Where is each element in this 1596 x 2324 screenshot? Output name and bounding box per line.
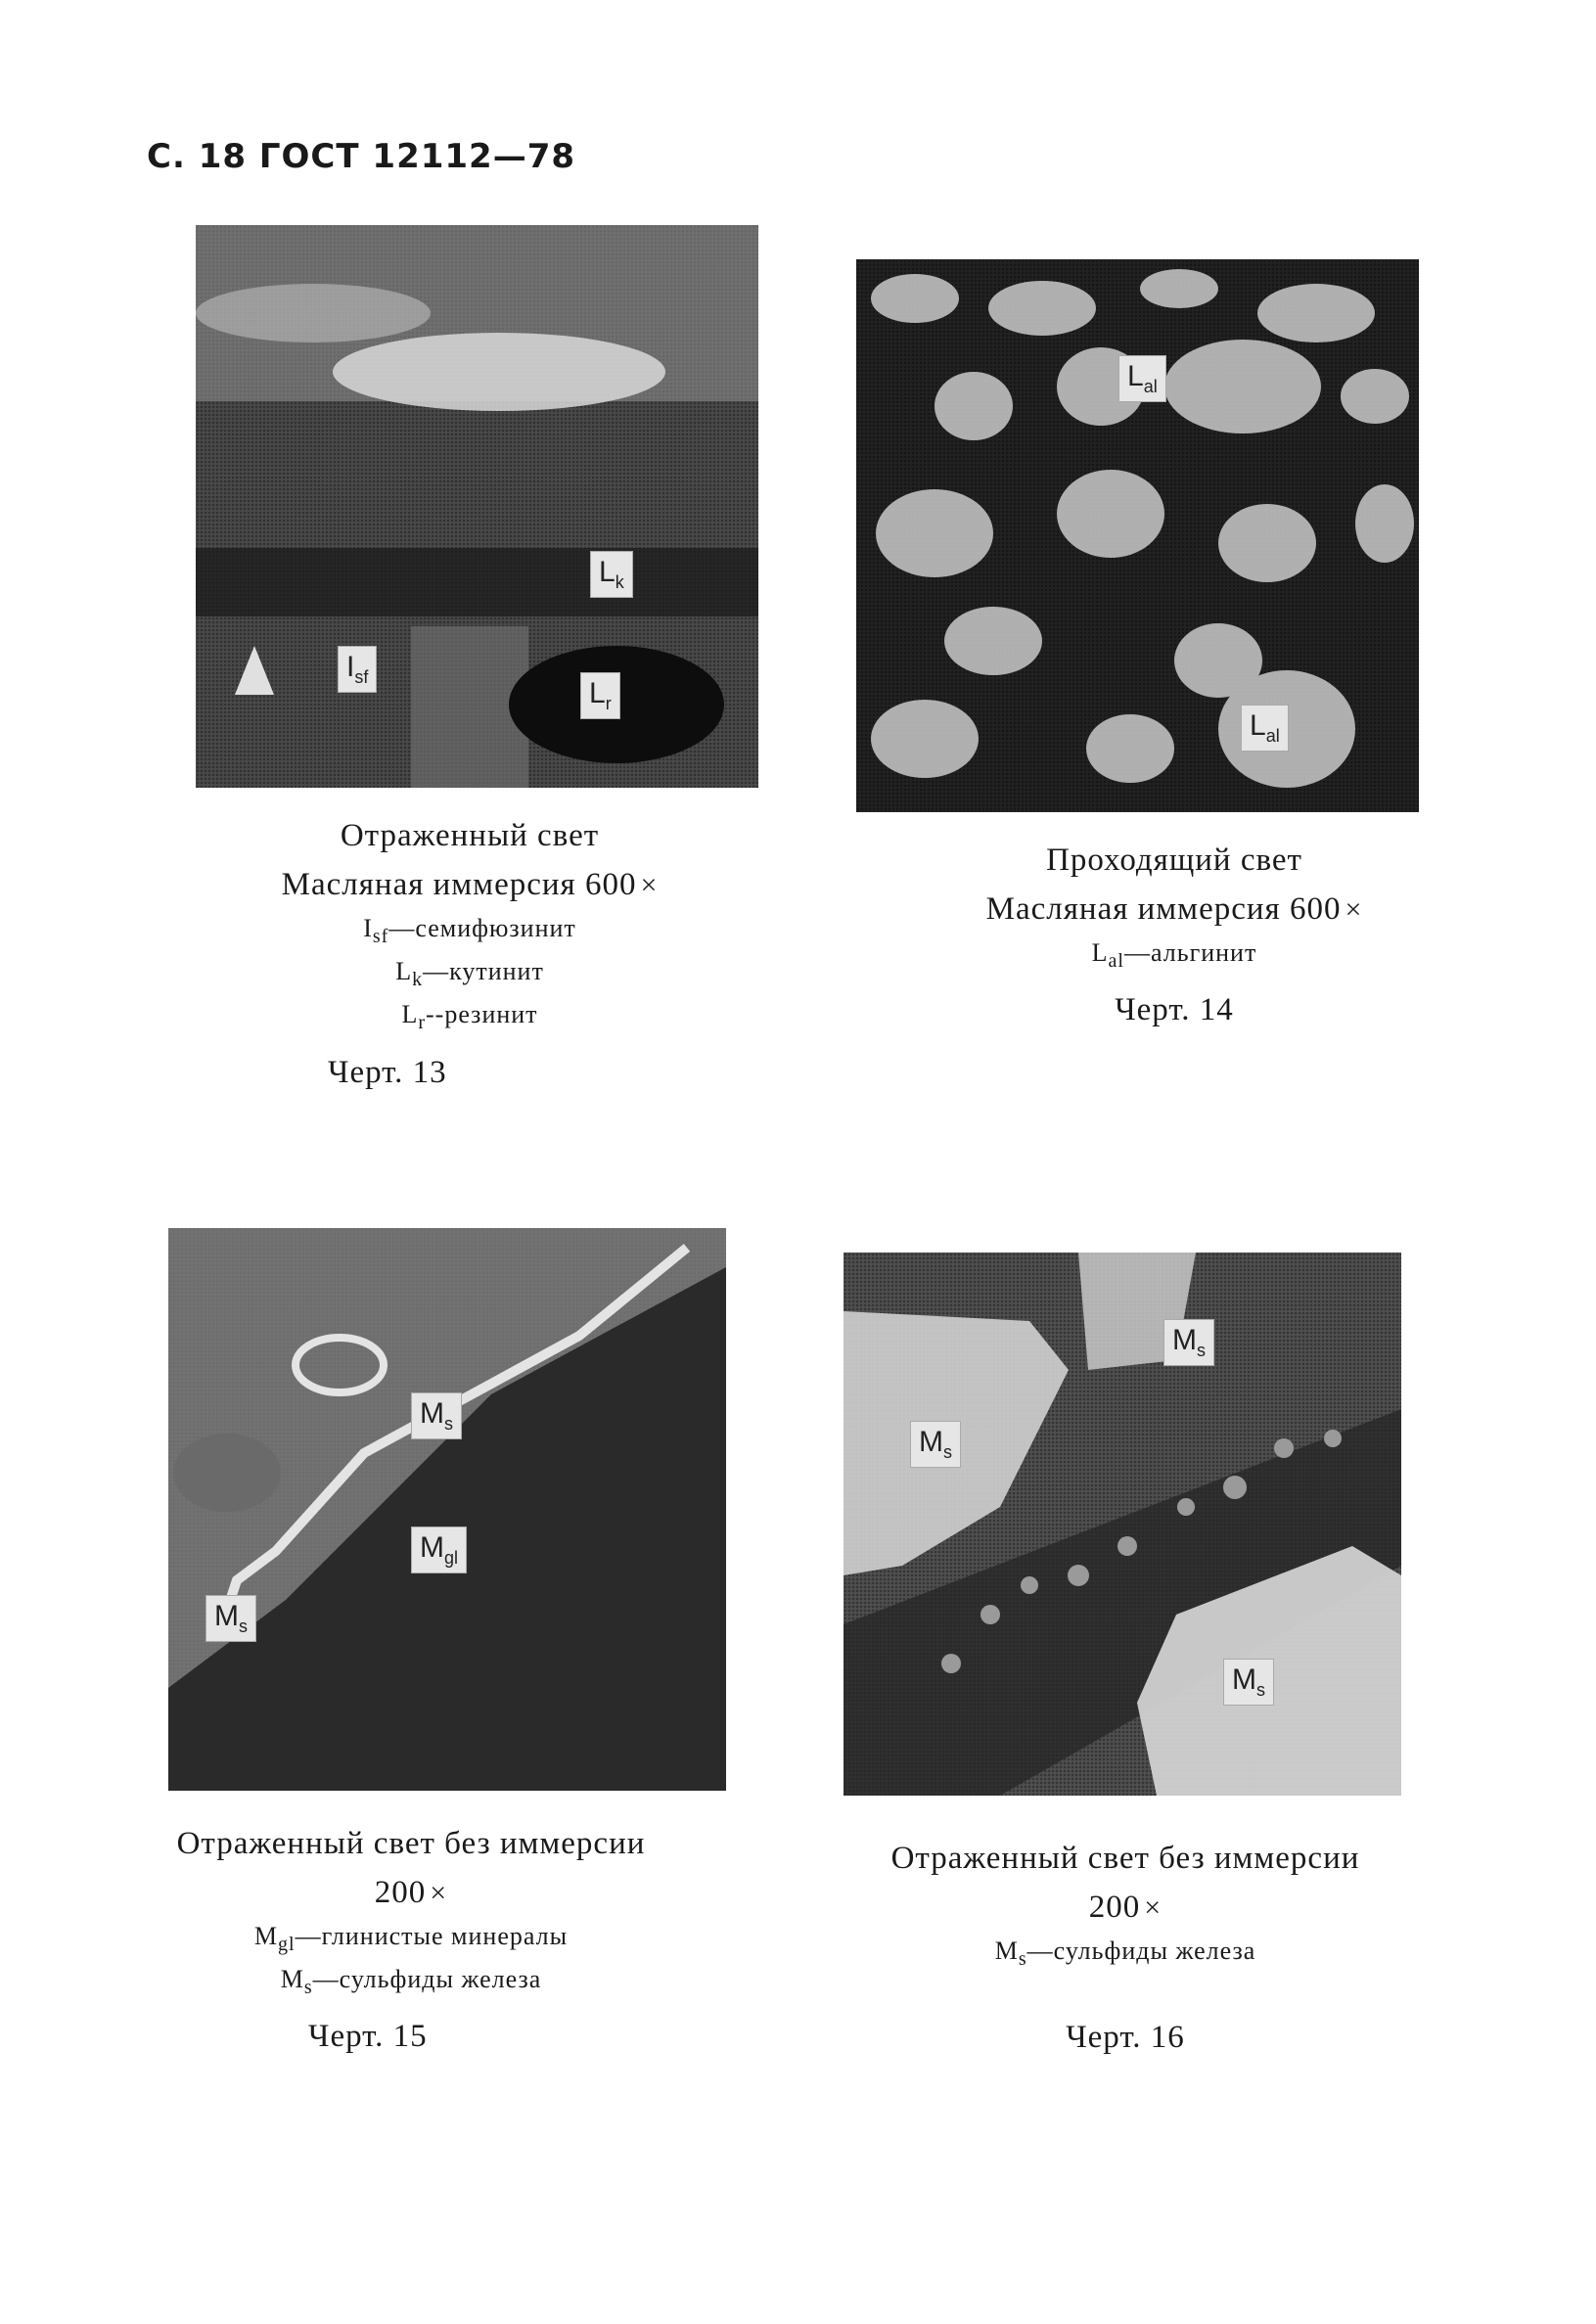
- micrograph-15: [168, 1228, 726, 1791]
- legend-subscript: s: [303, 1977, 313, 1999]
- legend-subscript: s: [1018, 1948, 1027, 1971]
- caption-15: [147, 1820, 675, 2062]
- magnification-sign: ×: [640, 868, 659, 901]
- legend-symbol: L: [401, 1000, 419, 1029]
- caption-16: [871, 1835, 1380, 2063]
- photo-label-lal-2: [1241, 705, 1289, 752]
- caption-immersion: [196, 861, 744, 910]
- photo-label-sub: s: [943, 1442, 952, 1462]
- legend-subscript: sf: [372, 926, 389, 948]
- legend-text: —кутинит: [423, 957, 544, 986]
- immersion-text: 200: [374, 1874, 427, 1910]
- legend-item: [147, 1917, 675, 1960]
- photo-label-sub: r: [605, 694, 612, 713]
- legend-text: —альгинит: [1123, 938, 1257, 967]
- legend-text: —глинистые минералы: [295, 1922, 569, 1950]
- photo-label-sym: L: [599, 556, 616, 588]
- photo-label-sym: M: [919, 1426, 943, 1458]
- caption-light: Проходящий свет: [1046, 843, 1302, 878]
- caption-14: [930, 837, 1419, 1035]
- photo-label-lk: [590, 551, 633, 598]
- legend-item: [196, 909, 744, 952]
- legend-symbol: L: [395, 957, 413, 986]
- legend-item: [147, 1960, 675, 2003]
- photo-label-ms-top: [1163, 1319, 1214, 1366]
- photo-label-sub: s: [239, 1617, 248, 1636]
- legend-item: [196, 995, 744, 1038]
- figure-number: Черт. 13: [328, 1054, 447, 1090]
- figure-number: Черт. 15: [308, 2019, 428, 2055]
- figure-number: Черт. 16: [1066, 2020, 1185, 2056]
- figure-number: Черт. 14: [1115, 992, 1234, 1028]
- caption-immersion: [930, 886, 1419, 934]
- legend-text: --резинит: [426, 1000, 538, 1029]
- micrograph-14: [856, 259, 1419, 812]
- legend-symbol: M: [280, 1965, 304, 1994]
- legend-symbol: M: [253, 1922, 279, 1950]
- legend-item: [871, 1932, 1380, 1975]
- legend-subscript: al: [1108, 950, 1124, 973]
- legend-subscript: r: [418, 1012, 426, 1034]
- caption-light: Отраженный свет без иммерсии: [176, 1826, 646, 1861]
- photo-label-sym: M: [1232, 1663, 1256, 1696]
- magnification-sign: ×: [430, 1876, 448, 1909]
- photo-label-mgl: [411, 1527, 467, 1573]
- photo-label-sym: L: [589, 677, 606, 709]
- photo-label-sub: gl: [444, 1548, 459, 1568]
- micrograph-13: [196, 225, 758, 788]
- photo-label-ms-1: [411, 1392, 462, 1439]
- magnification-sign: ×: [1144, 1891, 1163, 1924]
- caption-light: Отраженный свет без иммерсии: [890, 1841, 1360, 1876]
- legend-symbol: M: [994, 1937, 1019, 1965]
- photo-label-ms-bottom: [1223, 1659, 1274, 1706]
- legend-item: [196, 952, 744, 995]
- immersion-text: 200: [1088, 1889, 1141, 1925]
- photo-label-sub: s: [1256, 1680, 1265, 1700]
- photo-label-lr: [580, 672, 620, 719]
- legend-item: [930, 934, 1419, 977]
- caption-immersion: [871, 1884, 1380, 1933]
- legend-subscript: k: [412, 969, 424, 991]
- photo-label-sym: I: [346, 651, 355, 683]
- photo-label-sym: M: [1172, 1324, 1197, 1356]
- legend-subscript: gl: [278, 1934, 296, 1956]
- legend-text: —семифюзинит: [388, 914, 576, 942]
- photo-label-sym: M: [420, 1531, 444, 1564]
- photo-label-sym: L: [1250, 709, 1266, 742]
- photo-label-ms-left: [910, 1421, 961, 1468]
- legend-symbol: I: [363, 914, 373, 942]
- caption-immersion: [147, 1869, 675, 1918]
- photo-label-sub: s: [1197, 1341, 1206, 1360]
- photo-label-sym: M: [420, 1397, 444, 1430]
- photo-label-isf: [338, 646, 377, 693]
- photo-label-sub: k: [615, 572, 624, 592]
- magnification-sign: ×: [1345, 892, 1363, 926]
- photo-label-sym: L: [1127, 360, 1144, 392]
- photo-label-sub: al: [1143, 377, 1158, 396]
- legend-symbol: L: [1091, 938, 1109, 967]
- photo-label-sub: sf: [354, 667, 369, 687]
- photo-label-sub: al: [1265, 726, 1280, 746]
- caption-light: Отраженный свет: [340, 818, 600, 853]
- legend-text: —сульфиды железа: [1026, 1937, 1256, 1965]
- page-header: С. 18 ГОСТ 12112—78: [147, 137, 576, 176]
- immersion-text: Масляная иммерсия 600: [985, 890, 1342, 927]
- photo-label-lal-1: [1118, 355, 1166, 402]
- legend-text: —сульфиды железа: [312, 1965, 542, 1994]
- photo-label-sub: s: [444, 1414, 453, 1434]
- caption-13: [196, 812, 744, 1097]
- photo-label-ms-2: [205, 1595, 256, 1642]
- immersion-text: Масляная иммерсия 600: [281, 866, 637, 902]
- photo-label-sym: M: [214, 1600, 239, 1632]
- micrograph-16: [844, 1253, 1401, 1796]
